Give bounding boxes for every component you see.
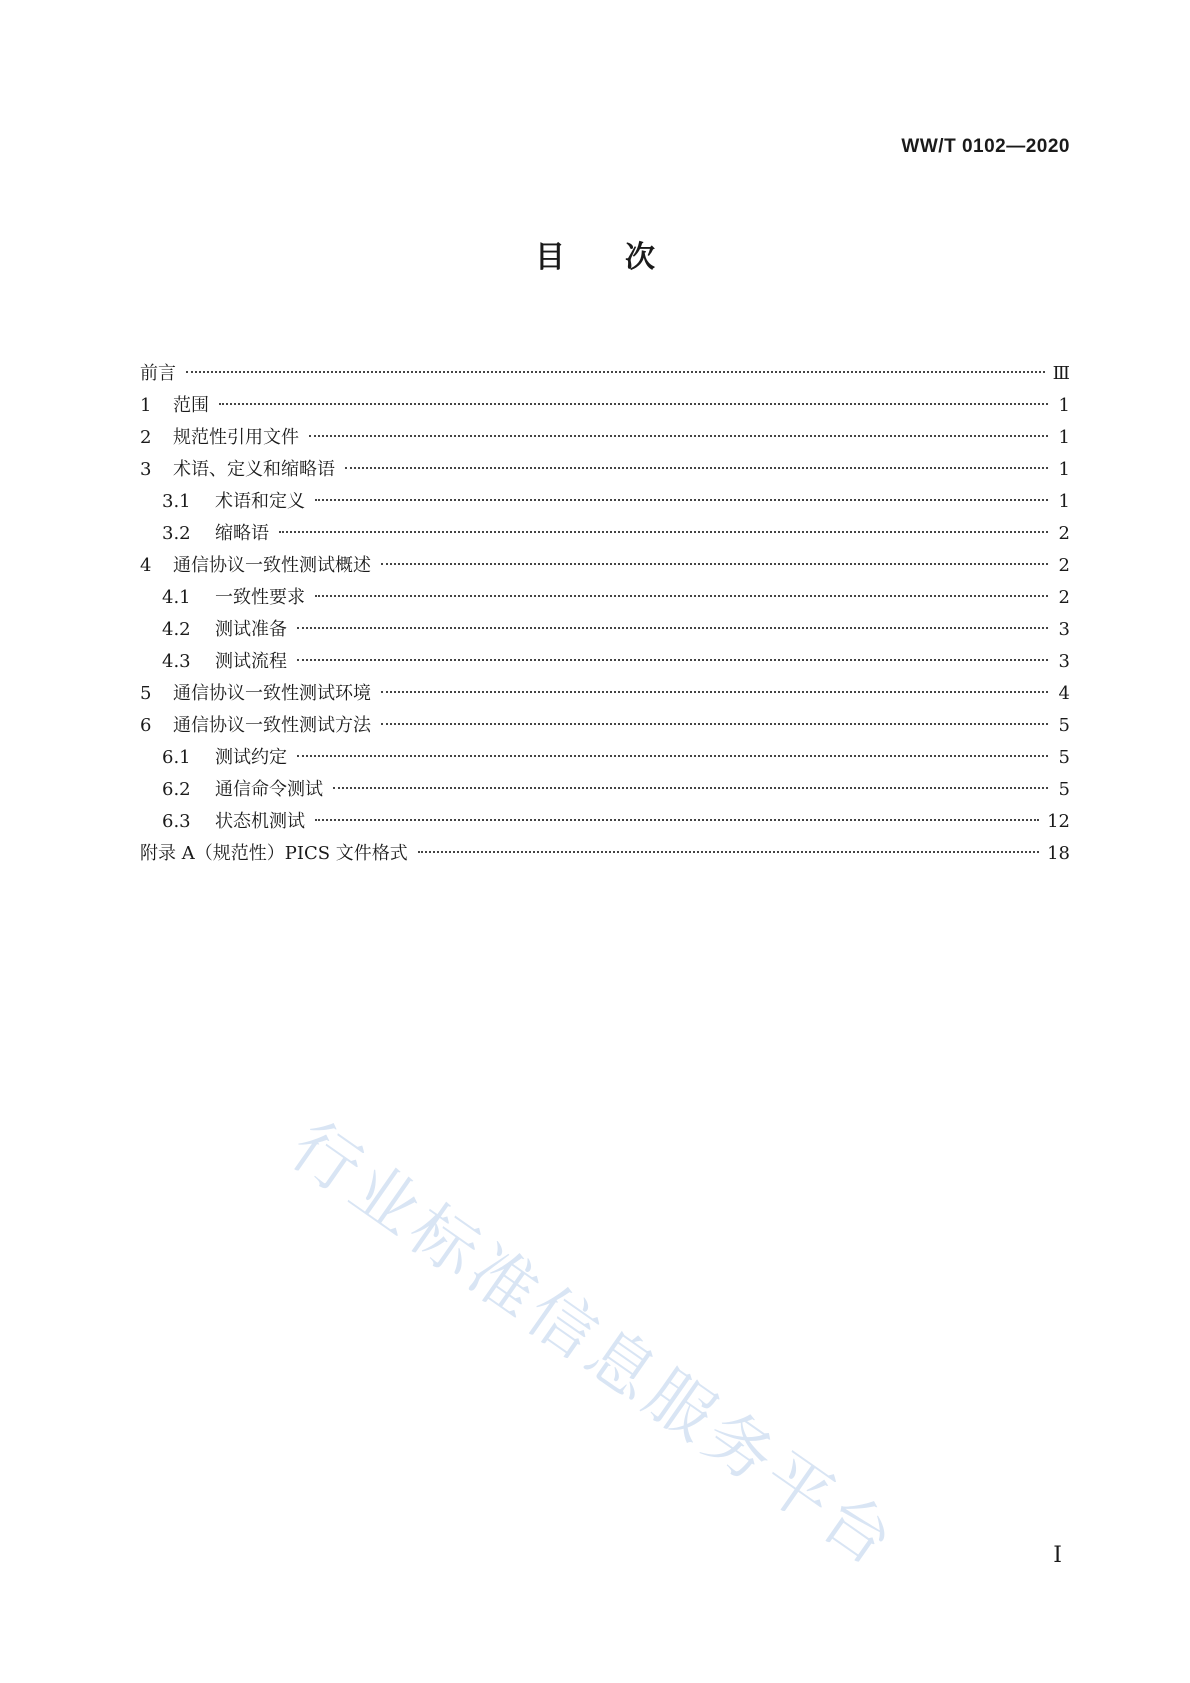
- toc-entry[interactable]: [140, 678, 1070, 710]
- toc-entry-label: 状态机测试: [215, 811, 305, 832]
- toc-entry-label: 通信命令测试: [215, 779, 323, 800]
- toc-leader-dots: [279, 531, 1048, 533]
- toc-entry-label: 一致性要求: [215, 587, 305, 608]
- toc-entry-page: 18: [1047, 843, 1070, 864]
- toc-entry-label: 前言: [140, 363, 176, 384]
- toc-entry-number: 4: [140, 555, 152, 576]
- toc-entry[interactable]: [140, 454, 1070, 486]
- toc-leader-dots: [297, 659, 1048, 661]
- toc-entry-number: 1: [140, 395, 152, 416]
- toc-entry-label: 通信协议一致性测试方法: [173, 715, 371, 736]
- toc-entry-label: 缩略语: [215, 523, 269, 544]
- toc-entry-number: 2: [140, 427, 152, 448]
- toc-entry[interactable]: [140, 550, 1070, 582]
- toc-entry-page: 12: [1047, 811, 1070, 832]
- toc-entry-number: 6.3: [162, 811, 191, 832]
- toc-entry-number: 3.2: [162, 523, 191, 544]
- toc-entry[interactable]: [140, 614, 1070, 646]
- toc-entry[interactable]: [140, 838, 1070, 870]
- toc-entry-page: 1: [1058, 427, 1070, 448]
- toc-leader-dots: [381, 691, 1048, 693]
- toc-entry[interactable]: [140, 774, 1070, 806]
- toc-entry-page: 5: [1058, 779, 1070, 800]
- toc-leader-dots: [381, 723, 1048, 725]
- watermark: 行业标准信息服务平台: [277, 1107, 912, 1584]
- standard-code: WW/T 0102—2020: [901, 136, 1070, 157]
- toc-entry-page: 1: [1058, 395, 1070, 416]
- toc-entry-number: 6.1: [162, 747, 191, 768]
- toc-entry[interactable]: [140, 390, 1070, 422]
- toc-entry-number: 3: [140, 459, 152, 480]
- toc-leader-dots: [315, 499, 1048, 501]
- toc-entry[interactable]: [140, 582, 1070, 614]
- toc-entry-label: 测试准备: [215, 619, 287, 640]
- toc-leader-dots: [345, 467, 1048, 469]
- toc-entry-label: 术语、定义和缩略语: [173, 459, 335, 480]
- toc-entry-page: 5: [1058, 715, 1070, 736]
- toc-entry-number: 4.1: [162, 587, 191, 608]
- toc-entry-page: 1: [1058, 491, 1070, 512]
- toc-entry[interactable]: [140, 486, 1070, 518]
- toc-leader-dots: [381, 563, 1048, 565]
- toc-leader-dots: [219, 403, 1048, 405]
- toc-entry-page: 3: [1058, 619, 1070, 640]
- toc-entry-page: 4: [1058, 683, 1070, 704]
- toc-entry[interactable]: [140, 518, 1070, 550]
- toc-entry-page: 1: [1058, 459, 1070, 480]
- toc-entry-page: 2: [1058, 587, 1070, 608]
- toc-leader-dots: [315, 595, 1048, 597]
- toc-entry-page: Ⅲ: [1052, 363, 1070, 384]
- toc-entry-number: 4.2: [162, 619, 191, 640]
- toc-entry[interactable]: [140, 422, 1070, 454]
- toc-leader-dots: [297, 627, 1048, 629]
- toc-leader-dots: [297, 755, 1048, 757]
- toc-entry-number: 3.1: [162, 491, 191, 512]
- toc-entry-number: 6.2: [162, 779, 191, 800]
- toc-entry-label: 规范性引用文件: [173, 427, 299, 448]
- toc-leader-dots: [315, 819, 1039, 821]
- toc-entry[interactable]: [140, 710, 1070, 742]
- toc-entry[interactable]: [140, 358, 1070, 390]
- toc-entry-page: 3: [1058, 651, 1070, 672]
- toc-entry-label: 附录 A（规范性）PICS 文件格式: [140, 843, 408, 864]
- toc-entry-label: 术语和定义: [215, 491, 305, 512]
- toc-entry-number: 5: [140, 683, 152, 704]
- toc-leader-dots: [333, 787, 1048, 789]
- toc-entry-page: 2: [1058, 523, 1070, 544]
- toc-leader-dots: [418, 851, 1039, 853]
- toc-entry-page: 2: [1058, 555, 1070, 576]
- toc-entry-label: 通信协议一致性测试环境: [173, 683, 371, 704]
- page-number: I: [1053, 1543, 1062, 1568]
- toc-entry[interactable]: [140, 646, 1070, 678]
- table-of-contents: [140, 358, 1070, 870]
- page-title: 目次: [535, 240, 715, 275]
- toc-leader-dots: [309, 435, 1048, 437]
- toc-entry-page: 5: [1058, 747, 1070, 768]
- toc-entry-number: 4.3: [162, 651, 191, 672]
- toc-entry-label: 测试流程: [215, 651, 287, 672]
- toc-entry[interactable]: [140, 806, 1070, 838]
- toc-entry-number: 6: [140, 715, 152, 736]
- toc-leader-dots: [186, 371, 1045, 373]
- toc-entry-label: 测试约定: [215, 747, 287, 768]
- toc-entry-label: 范围: [173, 395, 209, 416]
- toc-entry-label: 通信协议一致性测试概述: [173, 555, 371, 576]
- toc-entry[interactable]: [140, 742, 1070, 774]
